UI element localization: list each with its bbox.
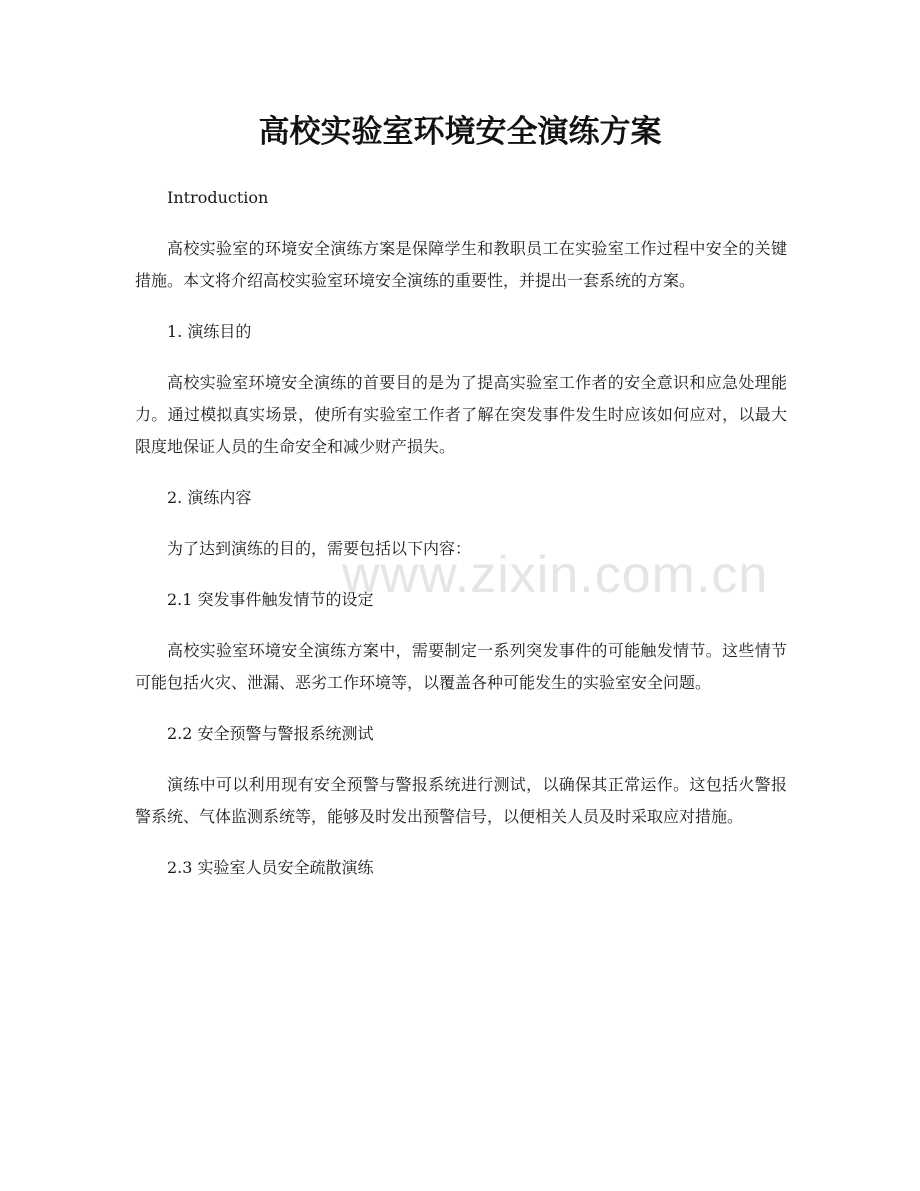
section-heading-introduction: Introduction	[167, 188, 269, 207]
section-heading-2-2: 2.2 安全预警与警报系统测试	[167, 724, 374, 743]
paragraph-content: 为了达到演练的目的，需要包括以下内容：	[167, 539, 472, 558]
section-heading-content: 2. 演练内容	[167, 488, 252, 507]
watermark-text: www.zixin.com.cn	[342, 546, 769, 604]
paragraph-introduction: 高校实验室的环境安全演练方案是保障学生和教职员工在实验室工作过程中安全的关键措施。本文将介绍高校实验室环境安全演练的重要性，并提出一套系统的方案。	[135, 239, 787, 290]
paragraph-purpose: 高校实验室环境安全演练的首要目的是为了提高实验室工作者的安全意识和应急处理能力。通过模拟真实场景，使所有实验室工作者了解在突发事件发生时应该如何应对，以最大限度地保证人员的生命安全和减少财产损失。	[135, 373, 787, 456]
section-heading-purpose: 1. 演练目的	[167, 322, 252, 341]
document-title: 高校实验室环境安全演练方案	[258, 114, 662, 150]
section-heading-2-3: 2.3 实验室人员安全疏散演练	[167, 858, 374, 877]
document-body	[135, 182, 787, 884]
paragraph-2-1: 高校实验室环境安全演练方案中，需要制定一系列突发事件的可能触发情节。这些情节可能包括火灾、泄漏、恶劣工作环境等，以覆盖各种可能发生的实验室安全问题。	[135, 641, 787, 692]
section-heading-2-1: 2.1 突发事件触发情节的设定	[167, 590, 374, 609]
paragraph-2-2: 演练中可以利用现有安全预警与警报系统进行测试，以确保其正常运作。这包括火警报警系统、气体监测系统等，能够及时发出预警信号，以便相关人员及时采取应对措施。	[135, 775, 787, 826]
